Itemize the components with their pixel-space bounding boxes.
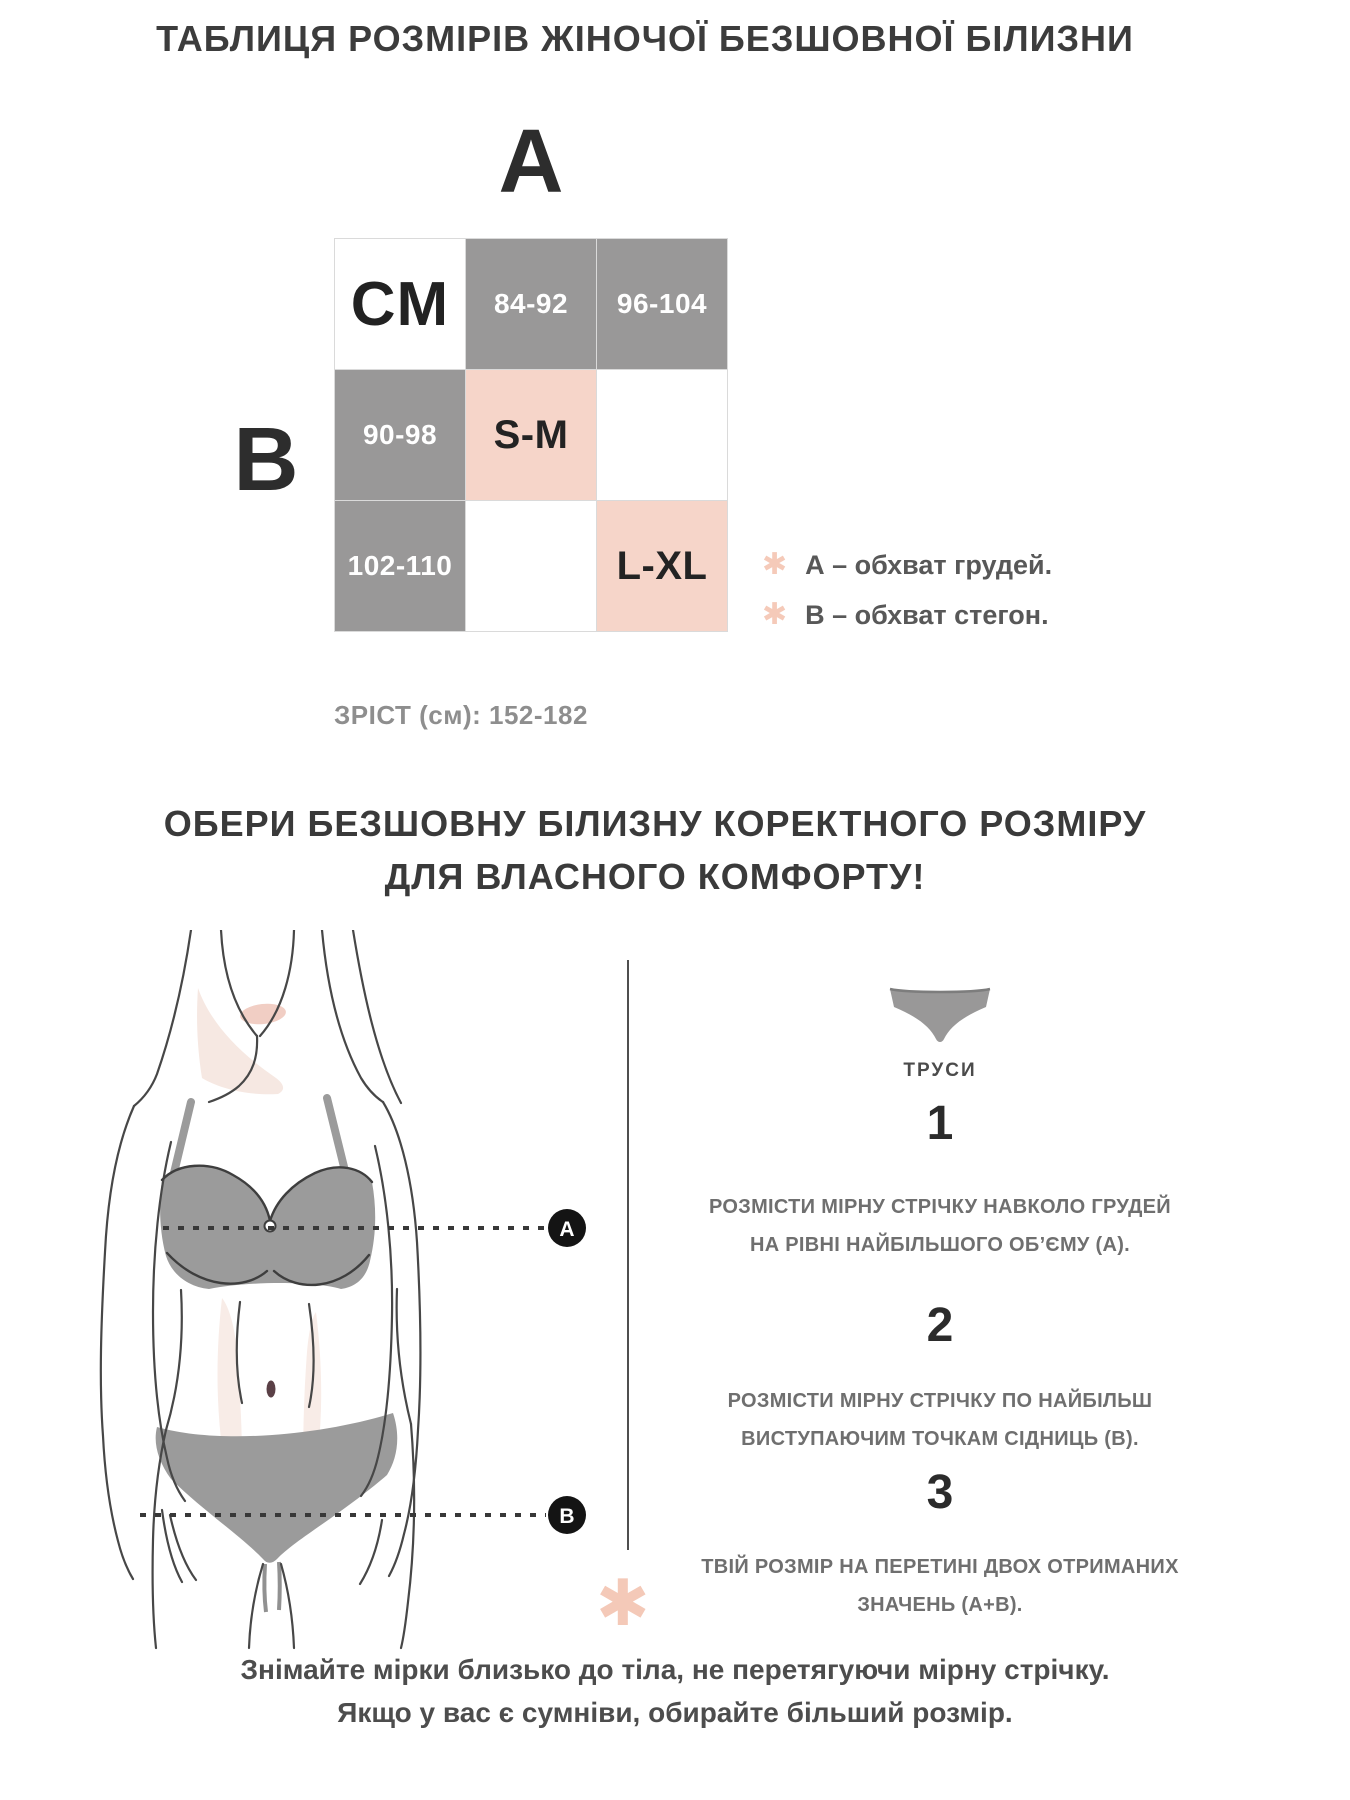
table-axis-a-label: A [498, 112, 564, 212]
step-2-line1: РОЗМІСТИ МІРНУ СТРІЧКУ ПО НАЙБІЛЬШ [727, 1390, 1153, 1412]
asterisk-icon: ✱ [762, 548, 788, 581]
step-3-line2: ЗНАЧЕНЬ (А+В). [857, 1594, 1023, 1616]
table-row-header: 102-110 [335, 501, 465, 631]
panties [156, 1413, 398, 1563]
marker-b-letter: B [559, 1505, 575, 1528]
asterisk-icon: ✱ [762, 598, 788, 631]
table-cell-empty [466, 501, 596, 631]
step-3-line1: ТВІЙ РОЗМІР НА ПЕРЕТИНІ ДВОХ ОТРИМАНИХ [701, 1556, 1179, 1578]
panties-icon [650, 983, 1230, 1047]
figure-svg [70, 930, 630, 1650]
step-1-text [650, 1188, 1230, 1264]
step-3-number: 3 [926, 1466, 954, 1519]
legend-item-a [762, 540, 1052, 590]
table-axis-b-label: B [233, 410, 299, 510]
table-cell-empty [597, 370, 727, 500]
section-title-line1: ОБЕРИ БЕЗШОВНУ БІЛИЗНУ КОРЕКТНОГО РОЗМІРУ [163, 803, 1147, 844]
footer-note [0, 1648, 1350, 1734]
legend-item-label: В – обхват стегон. [805, 599, 1049, 630]
measurement-legend [762, 540, 1052, 640]
woman-figure-illustration [70, 930, 630, 1650]
marker-a-letter: A [559, 1218, 575, 1241]
page-title: ТАБЛИЦЯ РОЗМІРІВ ЖІНОЧОЇ БЕЗШОВНОЇ БІЛИЗНИ [156, 18, 1134, 59]
step-3-text [650, 1548, 1230, 1624]
table-cell-size-lxl: L-XL [597, 501, 727, 631]
vertical-divider [627, 960, 629, 1550]
accent-asterisk-icon: ✱ [596, 1567, 650, 1639]
panty-strings [264, 1562, 279, 1612]
section-title [20, 797, 1290, 903]
legend-item-label: А – обхват грудей. [805, 549, 1053, 580]
navel [267, 1381, 276, 1398]
height-range-note: ЗРІСТ (см): 152-182 [334, 700, 588, 730]
legend-item-b [762, 590, 1052, 640]
step-2-number: 2 [926, 1299, 954, 1352]
table-row-header: 90-98 [335, 370, 465, 500]
step-1-line2: НА РІВНІ НАЙБІЛЬШОГО ОБ’ЄМУ (А). [749, 1234, 1131, 1256]
footer-line2: Якщо у вас є сумніви, обирайте більший розмір. [337, 1697, 1013, 1728]
step-2-line2: ВИСТУПАЮЧИМ ТОЧКАМ СІДНИЦЬ (В). [741, 1428, 1139, 1450]
footer-line1: Знімайте мірки близько до тіла, не перетягуючи мірну стрічку. [240, 1654, 1110, 1685]
section-title-line2: ДЛЯ ВЛАСНОГО КОМФОРТУ! [384, 856, 926, 897]
step-1-number: 1 [926, 1097, 954, 1150]
table-col-header: 96-104 [597, 239, 727, 369]
step-2-text [650, 1382, 1230, 1458]
table-cell-unit: CM [335, 239, 465, 369]
step-1-line1: РОЗМІСТИ МІРНУ СТРІЧКУ НАВКОЛО ГРУДЕЙ [709, 1196, 1171, 1218]
table-col-header: 84-92 [466, 239, 596, 369]
size-chart-table [334, 238, 728, 632]
product-label: ТРУСИ [903, 1060, 977, 1081]
table-cell-size-sm: S-M [466, 370, 596, 500]
measuring-guide [650, 930, 1230, 1650]
